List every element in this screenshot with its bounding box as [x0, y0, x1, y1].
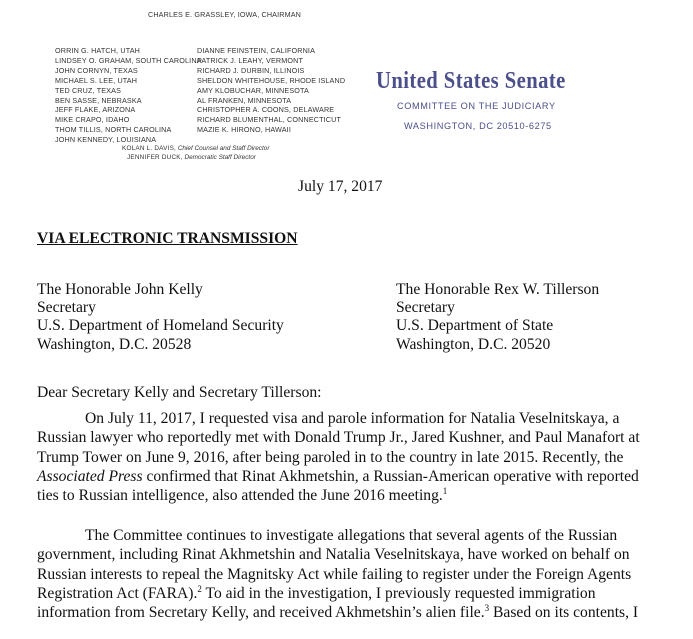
- member-name: MICHAEL S. LEE, UTAH: [55, 75, 138, 85]
- letter-date: July 17, 2017: [298, 178, 383, 195]
- staff-title: Chief Counsel and Staff Director: [177, 145, 270, 152]
- publication-name: Associated Press: [37, 467, 143, 485]
- recipient-line: U.S. Department of Homeland Security: [37, 317, 284, 335]
- paragraph-line: [37, 584, 638, 603]
- paragraph-line: [37, 603, 638, 622]
- staff-line: [122, 153, 269, 162]
- paragraph-line: [37, 486, 640, 505]
- member-name: RICHARD BLUMENTHAL, CONNECTICUT: [197, 115, 342, 125]
- recipient-line: Washington, D.C. 20520: [396, 335, 551, 353]
- recipient-line: Washington, D.C. 20528: [37, 335, 192, 353]
- member-name: ORRIN G. HATCH, UTAH: [55, 46, 140, 55]
- minority-members-list: [197, 46, 345, 135]
- recipient-block-tillerson: [396, 281, 599, 354]
- paragraph-1: [37, 409, 640, 505]
- member-name: DIANNE FEINSTEIN, CALIFORNIA: [197, 46, 316, 55]
- committee-address: WASHINGTON, DC 20510-6275: [404, 121, 552, 131]
- staff-directors: [122, 144, 269, 162]
- recipient-line: U.S. Department of State: [396, 317, 554, 335]
- member-name: SHELDON WHITEHOUSE, RHODE ISLAND: [197, 75, 346, 85]
- member-name: RICHARD J. DURBIN, ILLINOIS: [197, 65, 305, 75]
- paragraph-line: Trump Tower on June 9, 2016, after being paroled in to the country in late 2015. Recently, the: [37, 448, 624, 466]
- paragraph-line: The Committee continues to investigate allegations that several agents of the Russian: [85, 527, 618, 544]
- line-text: Based on its contents, I: [489, 604, 639, 622]
- member-name: THOM TILLIS, NORTH CAROLINA: [55, 125, 172, 135]
- member-name: AMY KLOBUCHAR, MINNESOTA: [197, 85, 309, 95]
- recipient-block-kelly: [37, 281, 284, 354]
- member-name: TED CRUZ, TEXAS: [55, 85, 122, 95]
- staff-name: KOLAN L. DAVIS,: [122, 145, 177, 152]
- member-name: PATRICK J. LEAHY, VERMONT: [197, 55, 303, 65]
- line-text: Registration Act (FARA).: [37, 584, 198, 602]
- member-name: LINDSEY O. GRAHAM, SOUTH CAROLINA: [55, 55, 202, 65]
- footnote-ref: 2: [197, 583, 202, 594]
- footnote-ref: 3: [484, 603, 490, 613]
- paragraph-line: Russian interests to repeal the Magnitsky Act while failing to register under the Foreign Agents: [37, 565, 632, 583]
- member-name: MIKE CRAPO, IDAHO: [55, 115, 130, 125]
- line-text: ties to Russian intelligence, also attended the June 2016 meeting.: [37, 487, 443, 505]
- member-name: MAZIE K. HIRONO, HAWAII: [197, 125, 291, 135]
- member-name: JEFF FLAKE, ARIZONA: [55, 105, 136, 115]
- member-name: JOHN CORNYN, TEXAS: [55, 65, 138, 75]
- recipient-line: The Honorable Rex W. Tillerson: [396, 281, 600, 298]
- member-name: AL FRANKEN, MINNESOTA: [197, 95, 292, 105]
- member-name: BEN SASSE, NEBRASKA: [55, 95, 142, 105]
- committee-name: COMMITTEE ON THE JUDICIARY: [397, 101, 556, 111]
- member-name: JOHN KENNEDY, LOUISIANA: [55, 135, 157, 145]
- senate-title: United States Senate: [376, 68, 566, 94]
- chairman-line: CHARLES E. GRASSLEY, IOWA, CHAIRMAN: [148, 10, 302, 19]
- staff-line: [122, 144, 269, 153]
- footnote-ref: 1: [442, 486, 448, 496]
- line-text: To aid in the investigation, I previously requested immigration: [201, 584, 596, 602]
- recipient-line: The Honorable John Kelly: [37, 281, 203, 298]
- recipient-line: Secretary: [396, 299, 455, 317]
- majority-members-list: [55, 46, 202, 145]
- recipient-line: Secretary: [37, 299, 96, 317]
- paragraph-line: government, including Rinat Akhmetshin and Natalia Veselnitskaya, have worked on behalf on: [37, 546, 630, 564]
- staff-name: JENNIFER DUCK,: [127, 154, 183, 161]
- paragraph-line: On July 11, 2017, I requested visa and parole information for Natalia Veselnitskaya, a: [85, 410, 620, 427]
- transmission-method: VIA ELECTRONIC TRANSMISSION: [37, 230, 298, 247]
- staff-title: Democratic Staff Director: [184, 154, 256, 161]
- salutation: Dear Secretary Kelly and Secretary Tillerson:: [37, 384, 322, 401]
- paragraph-line: Russian lawyer who reportedly met with Donald Trump Jr., Jared Kushner, and Paul Manafort at: [37, 429, 640, 447]
- paragraph-2: [37, 526, 638, 622]
- line-text: information from Secretary Kelly, and received Akhmetshin’s alien file.: [37, 604, 485, 622]
- paragraph-line: [37, 467, 640, 486]
- line-text: confirmed that Rinat Akhmetshin, a Russian-American operative with reported: [142, 467, 639, 485]
- member-name: CHRISTOPHER A. COONS, DELAWARE: [197, 105, 335, 115]
